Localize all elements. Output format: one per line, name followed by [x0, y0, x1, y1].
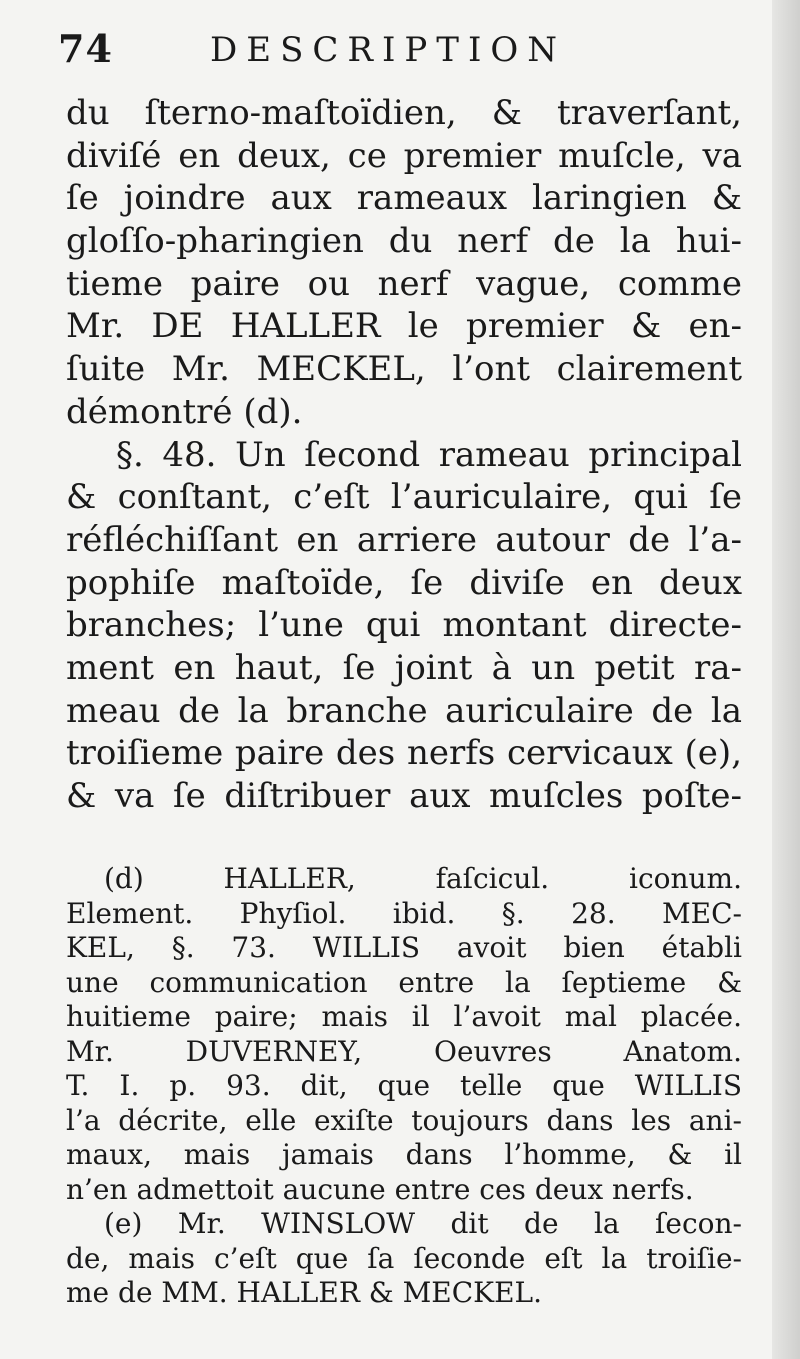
footnote-line: une communication entre la ſeptieme & — [66, 965, 742, 999]
footnotes — [66, 862, 742, 1311]
footnote-line: de, mais c’eſt que ſa ſeconde eſt la troiſie- — [66, 1241, 742, 1275]
body-line: meau de la branche auriculaire de la — [66, 690, 742, 731]
page-number: 74 — [58, 26, 113, 71]
running-head: DESCRIPTION — [210, 30, 567, 70]
footnote-line: me de MM. HALLER & MECKEL. — [66, 1276, 543, 1309]
page-header — [58, 26, 618, 76]
body-line: pophiſe maſtoïde, ſe diviſe en deux — [66, 562, 742, 603]
footnote-line: l’a décrite, elle exiſte toujours dans les ani- — [66, 1103, 742, 1137]
footnote-d-start: (d) HALLER, faſcicul. iconum. — [104, 862, 742, 895]
footnote-line: n’en admettoit aucune entre ces deux nerfs. — [66, 1172, 694, 1206]
body-line: diviſé en deux, ce premier muſcle, va — [66, 135, 742, 176]
footnote-line: T. I. p. 93. dit, que telle que WILLIS — [66, 1069, 742, 1102]
footnote-line: maux, mais jamais dans l’homme, & il — [66, 1138, 742, 1171]
footnote-e-start: (e) Mr. WINSLOW dit de la ſecon- — [104, 1207, 742, 1240]
body-line: Mr. DE HALLER le premier & en- — [66, 306, 742, 347]
footnote-line: huitieme paire; mais il l’avoit mal placée. — [66, 1000, 742, 1033]
body-line: du ſterno-maſtoïdien, & traverſant, — [66, 93, 742, 133]
footnote-line: Mr. DUVERNEY, Oeuvres Anatom. — [66, 1034, 742, 1068]
body-text — [66, 92, 742, 818]
footnote-line: Element. Phyſiol. ibid. §. 28. MEC- — [66, 896, 742, 930]
body-line: démontré (d). — [66, 391, 303, 432]
body-line: ſuite Mr. MECKEL, l’ont clairement — [66, 349, 742, 390]
body-line: & conſtant, c’eſt l’auriculaire, qui ſe — [66, 477, 742, 518]
body-line: troiſieme paire des nerfs cervicaux (e), — [66, 733, 742, 774]
body-line: gloſſo-pharingien du nerf de la hui- — [66, 221, 742, 262]
body-line: & va ſe diſtribuer aux muſcles poſte- — [66, 776, 742, 816]
body-line: tieme paire ou nerf vague, comme — [66, 263, 742, 304]
body-line: ment en haut, ſe joint à un petit ra- — [66, 647, 742, 688]
body-line: ſe joindre aux rameaux laringien & — [66, 178, 742, 219]
body-line: réfléchiſſant en arriere autour de l’a- — [66, 519, 742, 560]
body-line: branches; l’une qui montant directe- — [66, 605, 742, 646]
section-48-start: §. 48. Un ſecond rameau principal — [116, 434, 742, 475]
footnote-line: KEL, §. 73. WILLIS avoit bien établi — [66, 931, 742, 964]
page-edge — [772, 0, 800, 1359]
